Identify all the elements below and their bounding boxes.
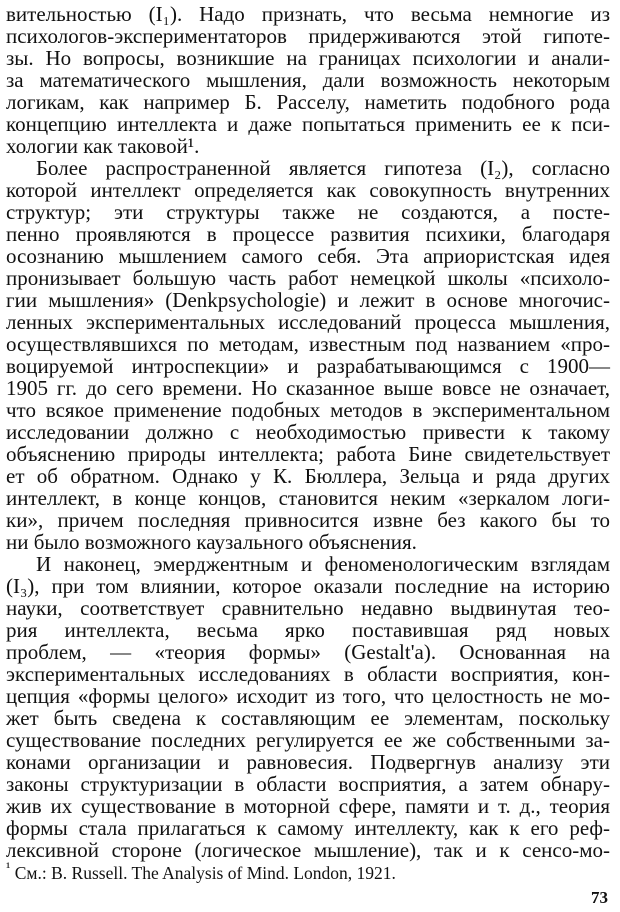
footnote xyxy=(6,857,610,884)
text-line: за математического мышления, дали возможность некоторым xyxy=(6,68,610,92)
text-line: логикам, как например Б. Расселу, наметить подобного рода xyxy=(6,90,610,114)
text-line: ни было возможного каузального объяснения. xyxy=(6,530,417,554)
text-line: проблем, — «теория формы» (Gestalt'а). Основанная на xyxy=(6,640,610,664)
text-line: формы стала прилагаться к самому интеллекту, как к его реф- xyxy=(6,816,610,840)
text-line: хологии как таковой¹. xyxy=(6,134,200,158)
text-line: 1905 гг. до сего времени. Но сказанное выше вовсе не означает, xyxy=(6,376,610,400)
text-line: вительностью (I₁). Надо признать, что весьма немногие из xyxy=(6,2,610,26)
text-line: психологов-экспериментаторов придерживаются этой гипоте- xyxy=(6,24,610,48)
text-line: Более распространенной является гипотеза (I₂), согласно xyxy=(36,156,610,180)
text-line: структур; эти структуры также не создаются, а посте- xyxy=(6,200,610,224)
text-line: ет об обратном. Однако у К. Бюллера, Зельца и ряда других xyxy=(6,464,610,488)
page-number: 73 xyxy=(591,888,608,907)
text-line: концепцию интеллекта и даже попытаться применить ее к пси- xyxy=(6,112,610,136)
footnote-marker: ¹ xyxy=(6,860,11,876)
text-line: гии мышления» (Denkpsychologie) и лежит в основе многочис- xyxy=(6,288,610,312)
text-line: осознанию мышлением самого себя. Эта априористская идея xyxy=(6,244,610,268)
text-line: экспериментальных исследованиях в области восприятия, кон- xyxy=(6,662,610,686)
text-line: осуществлявшихся по методам, известным под названием «про- xyxy=(6,332,610,356)
text-line: объяснению природы интеллекта; работа Бине свидетельствует xyxy=(6,442,610,466)
text-line: что всякое применение подобных методов в экспериментальном xyxy=(6,398,610,422)
text-line: воцируемой интроспекции» и разрабатывающимся с 1900— xyxy=(6,354,610,378)
text-line: цепция «формы целого» исходит из того, что целостность не мо- xyxy=(6,684,610,708)
footnote-text: См.: B. Russell. The Analysis of Mind. London, 1921. xyxy=(10,862,396,883)
text-line: И наконец, эмерджентным и феноменологическим взглядам xyxy=(36,552,610,576)
text-line: жив их существование в моторной сфере, памяти и т. д., теория xyxy=(6,794,610,818)
text-line: (I₃), при том влиянии, которое оказали последние на историю xyxy=(6,574,610,598)
text-line: которой интеллект определяется как совокупность внутренних xyxy=(6,178,610,202)
text-line: пенно проявляются в процессе развития психики, благодаря xyxy=(6,222,610,246)
text-line: рия интеллекта, весьма ярко поставившая ряд новых xyxy=(6,618,610,642)
text-line: интеллект, в конце концов, становится неким «зеркалом логи- xyxy=(6,486,610,510)
text-line: зы. Но вопросы, возникшие на границах психологии и анали- xyxy=(6,46,610,70)
text-line: существование последних регулируется ее же собственными за- xyxy=(6,728,610,752)
text-line: конами организации и равновесия. Подвергнув анализу эти xyxy=(6,750,610,774)
text-line: ленных экспериментальных исследований процесса мышления, xyxy=(6,310,610,334)
text-line: исследовании должно с необходимостью привести к такому xyxy=(6,420,610,444)
text-line: законы структуризации в области восприятия, а затем обнару- xyxy=(6,772,610,796)
text-line: пронизывает большую часть работ немецкой школы «психоло- xyxy=(6,266,610,290)
text-line: лексивной стороне (логическое мышление), так и к сенсо-мо- xyxy=(6,838,610,862)
text-line: жет быть сведена к составляющим ее элементам, поскольку xyxy=(6,706,610,730)
text-line: ки», причем последняя привносится извне без какого бы то xyxy=(6,508,610,532)
text-line: науки, соответствует сравнительно недавно выдвинутая тео- xyxy=(6,596,610,620)
